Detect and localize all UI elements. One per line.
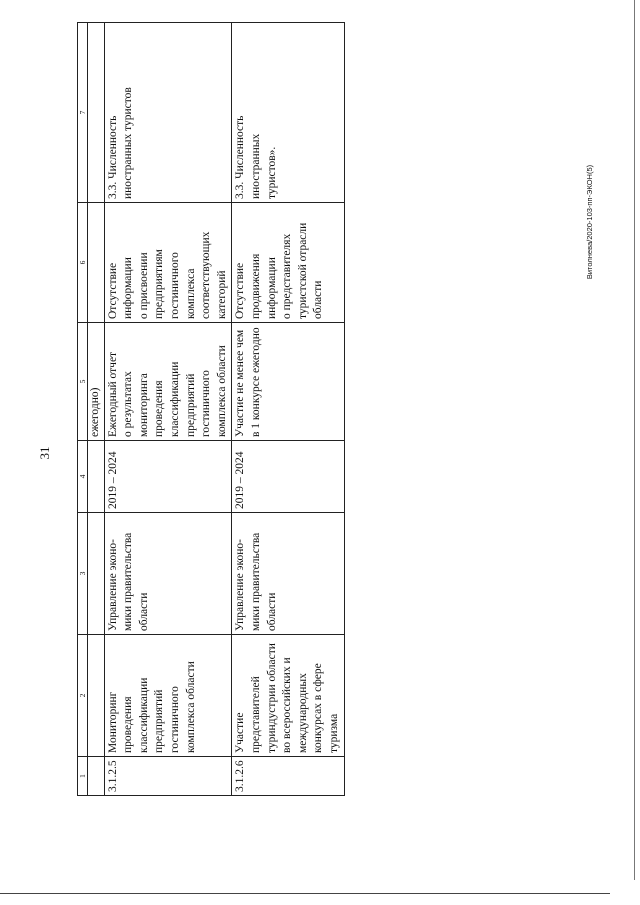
linked-indicator: 3.3. Численность иностранных туристов xyxy=(104,23,232,203)
continuation-row xyxy=(88,23,105,796)
period: 2019 – 2024 xyxy=(232,441,344,513)
col-num-6: 6 xyxy=(78,203,88,323)
bottom-divider xyxy=(0,893,610,894)
row-number: 3.1.2.5 xyxy=(104,757,232,796)
measure-name: Участие представителей туриндустрии области во всероссийских и международных конкурсах в сфере туризма xyxy=(232,635,344,757)
col-num-2: 2 xyxy=(78,635,88,757)
row-number: 3.1.2.6 xyxy=(232,757,344,796)
col-num-5: 5 xyxy=(78,323,88,441)
non-implementation-consequence: Отсутствие информации о присвоении предприятиям гостиничного комплекса соответствующих категорий xyxy=(104,203,232,323)
table-row xyxy=(104,23,232,796)
col-num-7: 7 xyxy=(78,23,88,203)
executor: Управление эконо- мики правительства области xyxy=(104,513,232,635)
table-row xyxy=(232,23,344,796)
cont-cell-4 xyxy=(88,441,105,513)
col-num-1: 1 xyxy=(78,757,88,796)
cont-cell-3 xyxy=(88,513,105,635)
cont-cell-7 xyxy=(88,23,105,203)
page-number: 31 xyxy=(37,446,52,460)
right-page-edge xyxy=(634,0,635,880)
col-num-3: 3 xyxy=(78,513,88,635)
non-implementation-consequence: Отсутствие продвижения информации о представителях туристской отрасли области xyxy=(232,203,344,323)
period: 2019 – 2024 xyxy=(104,441,232,513)
cont-cell-5: ежегодно) xyxy=(88,323,105,441)
column-number-row xyxy=(78,23,88,796)
measure-name: Мониторинг проведения классификации предприятий гостиничного комплекса области xyxy=(104,635,232,757)
cont-cell-1 xyxy=(88,757,105,796)
executor: Управление эконо- мики правительства области xyxy=(232,513,344,635)
cont-cell-6 xyxy=(88,203,105,323)
linked-indicator: 3.3. Численность иностранных туристов». xyxy=(232,23,344,203)
col-num-4: 4 xyxy=(78,441,88,513)
measures-table-rotated xyxy=(77,23,340,796)
expected-result: Ежегодный отчет о результатах мониторинга проведения классификации предприятий гостиничного комплекса области xyxy=(104,323,232,441)
document-code-footer: Витолнева/2020-103-пп-ЭКОН(5) xyxy=(585,164,594,280)
measures-table xyxy=(77,22,345,796)
expected-result: Участие не менее чем в 1 конкурсе ежегодно xyxy=(232,323,344,441)
cont-cell-2 xyxy=(88,635,105,757)
